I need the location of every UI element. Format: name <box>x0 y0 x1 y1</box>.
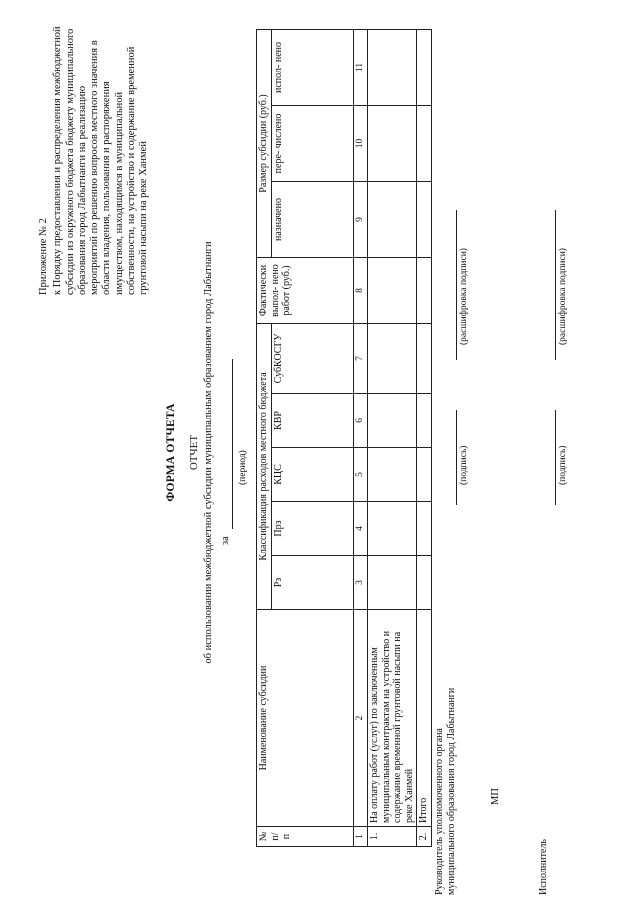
head-signature-line <box>456 410 457 505</box>
header-name: Наименование субсидии <box>257 610 354 827</box>
col-number: 4 <box>353 502 368 556</box>
column-numbers-row <box>353 29 368 846</box>
row-name: На оплату работ (услуг) по заключенным муниципальным контрактам на устройство и содержание временной грунтовой насыпи на реке Ханмей <box>368 610 417 827</box>
table-row <box>368 29 417 846</box>
empty-cell <box>368 448 417 502</box>
col-number: 7 <box>353 324 368 394</box>
form-title: ФОРМА ОТЧЕТА <box>165 403 177 502</box>
empty-cell <box>368 29 417 105</box>
row-number: 1. <box>368 827 417 847</box>
empty-cell <box>368 324 417 394</box>
head-signature-title <box>434 688 458 895</box>
col-number: 1 <box>353 827 368 847</box>
header-kvr: КВР <box>271 394 353 448</box>
empty-cell <box>368 258 417 324</box>
header-rz: Рз <box>271 556 353 610</box>
header-subsidy-size: Размер субсидии (руб.) <box>257 29 272 257</box>
head-decoding-caption: (расшифровка подписи) <box>459 248 469 345</box>
empty-cell <box>368 106 417 182</box>
executor-signature-line <box>555 410 556 505</box>
empty-cell <box>417 324 432 394</box>
empty-cell <box>368 394 417 448</box>
empty-cell <box>417 448 432 502</box>
col-number: 10 <box>353 106 368 182</box>
head-signature-caption: (подпись) <box>459 445 469 485</box>
col-number: 9 <box>353 182 368 258</box>
col-number: 5 <box>353 448 368 502</box>
empty-cell <box>368 556 417 610</box>
header-kcs: КЦС <box>271 448 353 502</box>
header-row-1 <box>257 29 272 846</box>
appendix-block <box>38 25 151 295</box>
header-subkosgu: СубКОСГУ <box>271 324 353 394</box>
header-actual: Фактически выпол- нено работ (руб.) <box>257 258 354 324</box>
empty-cell <box>368 502 417 556</box>
col-number: 2 <box>353 610 368 827</box>
appendix-number: Приложение № 2 <box>38 218 49 295</box>
head-line-2: муниципального образования город Лабытнанги <box>446 687 457 895</box>
header-assigned: назначено <box>271 182 353 258</box>
period-caption: (период) <box>238 450 248 485</box>
appendix-text: к Порядку предоставления и распределения межбюджетной субсидии из окружного бюджета бюджету муниципального образования город Лабытнанги на реализацию мероприятий по решению вопросов местного значения в области владения, пользования и распоряжения имуществом, находящимся в муниципальной собственности, на устройство и содержание временной грунтовой насыпи на реке Ханмей <box>52 26 150 295</box>
empty-cell <box>417 556 432 610</box>
row-name: Итого <box>417 610 432 827</box>
empty-cell <box>417 29 432 105</box>
head-line-1: Руководитель уполномоченного органа <box>434 728 445 895</box>
header-prz: Прз <box>271 502 353 556</box>
table-row <box>417 29 432 846</box>
col-number: 3 <box>353 556 368 610</box>
executor-decoding-line <box>555 210 556 360</box>
empty-cell <box>417 258 432 324</box>
empty-cell <box>417 502 432 556</box>
row-number: 2. <box>417 827 432 847</box>
report-table <box>256 29 432 847</box>
col-number: 8 <box>353 258 368 324</box>
report-subtitle: об использовании межбюджетной субсидии муниципальным образованием город Лабытнанги <box>203 241 214 664</box>
empty-cell <box>417 182 432 258</box>
report-title: ОТЧЕТ <box>188 434 200 471</box>
head-decoding-line <box>456 210 457 360</box>
period-prefix: за <box>220 536 231 545</box>
executor-decoding-caption: (расшифровка подписи) <box>558 248 568 345</box>
header-no: № п/п <box>257 827 354 847</box>
empty-cell <box>417 394 432 448</box>
header-executed: испол- нено <box>271 29 353 105</box>
header-transferred: пере- числено <box>271 106 353 182</box>
seal-mark: МП <box>490 788 501 805</box>
col-number: 6 <box>353 394 368 448</box>
executor-signature-caption: (подпись) <box>558 445 568 485</box>
empty-cell <box>368 182 417 258</box>
executor-label: Исполнитель <box>538 839 549 895</box>
col-number: 11 <box>353 29 368 105</box>
period-underline <box>232 359 233 529</box>
empty-cell <box>417 106 432 182</box>
header-classification: Классификация расходов местного бюджета <box>257 324 272 610</box>
